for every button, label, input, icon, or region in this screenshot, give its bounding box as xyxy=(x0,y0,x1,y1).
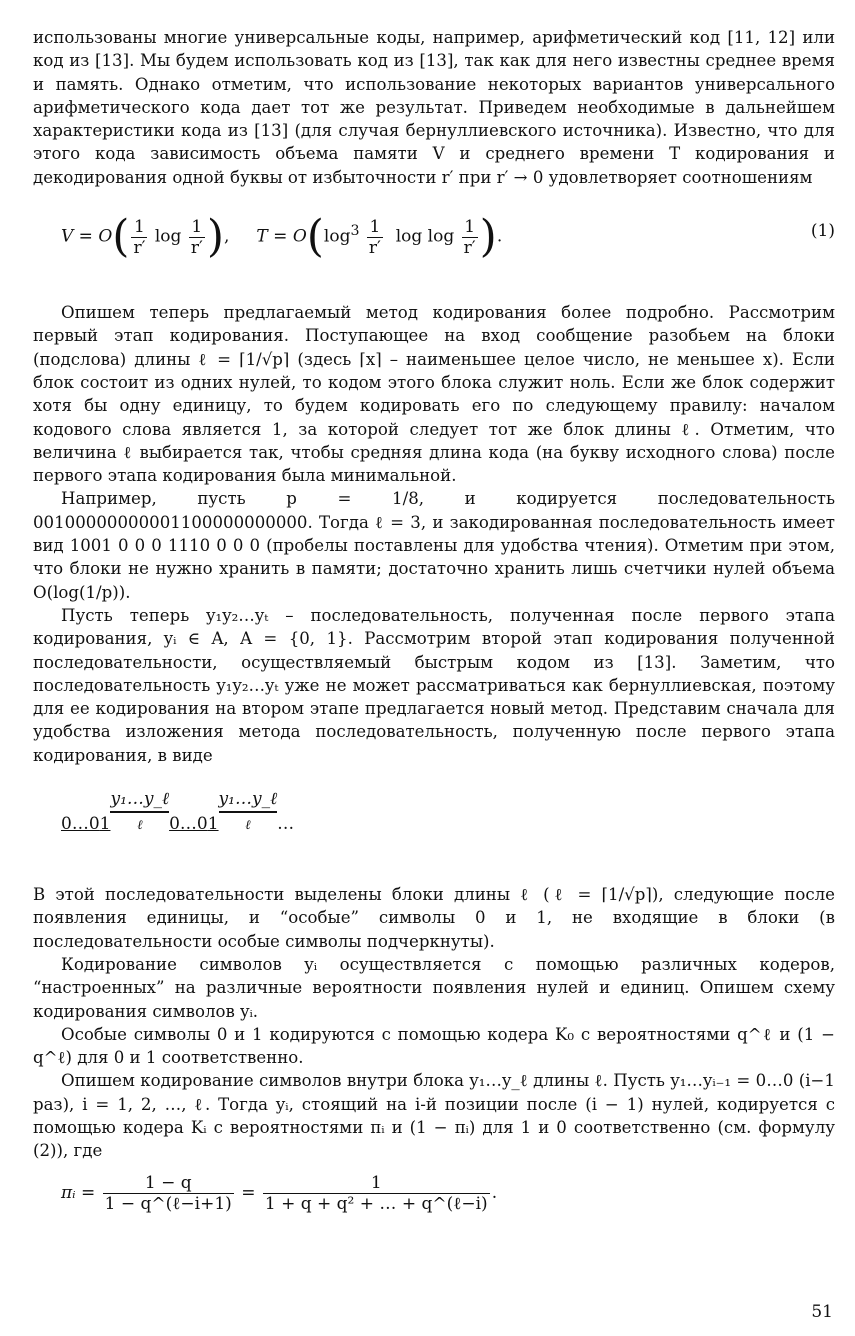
formula-1-expression: V = O( $\frac{1}{r'}$ log $\frac{1}{r'}$ ), $T = O(\log^3$ $\frac{1}{r'}$ log log $\frac{1}{r'}$ ). xyxy=(61,211,503,263)
paragraph-6: Кодирование символов yᵢ осуществляется с помощью различных кодеров, “настроенных” на различные вероятности появления нулей и единиц. Опишем схему кодирования символов yᵢ. xyxy=(33,954,835,1021)
formula-2-sequence: 0…01y₁…y_ℓ ℓ 0…01y₁…y_ℓ ℓ … xyxy=(61,789,295,835)
formula-1-v-lhs: V = O xyxy=(61,226,113,247)
page-number: 51 xyxy=(811,1302,833,1322)
paragraph-1: использованы многие универсальные коды, например, арифметический код [11, 12] или код из [13]. Мы будем использовать код из [13], так как для него известны среднее время и память. Однако отметим, что использование некоторых вариантов универсального арифметического кода дает тот же результат. Приведем необходимые в дальнейшем характеристики кода из [13] (для случая бернуллиевского источника). Известно, что для этого кода зависимость объема памяти V и среднего времени T кодирования и декодирования одной буквы от избыточности r′ при r′ → 0 удовлетворяет соотношениям xyxy=(33,28,835,187)
formula-3-expression: πᵢ = $\frac{1 - q}{\text{1 − q\textasciicircum{}(ℓ−i+1)}}$ = $\frac{1}{\text{1 + q + q² + … + q\textasciicircum{}(ℓ−i)}}$ . xyxy=(61,1172,498,1214)
document-page xyxy=(33,26,835,1237)
formula-2 xyxy=(33,767,835,883)
paragraph-8: Опишем кодирование символов внутри блока y₁…y_ℓ длины ℓ. Пусть y₁…yᵢ₋₁ = 0…0 (i−1 раз), i = 1, 2, …, ℓ. Тогда yᵢ, стоящий на i-й позиции после (i − 1) нулей, кодируется с помощью кодера Kᵢ с вероятностями πᵢ и (1 − πᵢ) для 1 и 0 соответственно (см. формулу (2)), где xyxy=(33,1071,835,1161)
formula-1-number: (1) xyxy=(810,221,835,242)
formula-1-t-lhs: T = O xyxy=(256,226,307,247)
paragraph-2: Опишем теперь предлагаемый метод кодирования более подробно. Рассмотрим первый этап кодирования. Поступающее на вход сообщение разобьем на блоки (подслова) длины ℓ = ⌈1/√p⌉ (здесь ⌈x⌉ – наименьшее целое число, не меньшее x). Если блок состоит из одних нулей, то кодом этого блока служит ноль. Если же блок содержит хотя бы одну единицу, то будем кодировать его по следующему правилу: началом кодового слова является 1, за которой следует тот же блок длины ℓ. Отметим, что величина ℓ выбирается так, чтобы средняя длина кода (на букву исходного слова) после первого этапа кодирования была минимальной. xyxy=(33,303,835,486)
paragraph-7: Особые символы 0 и 1 кодируются с помощью кодера K₀ с вероятностями q^ℓ и (1 − q^ℓ) для 0 и 1 соответственно. xyxy=(33,1024,835,1068)
paragraph-4: Пусть теперь y₁y₂…yₜ – последовательность, полученная после первого этапа кодирования, yᵢ ∈ A, A = {0, 1}. Рассмотрим второй этап кодирования полученной последовательности, осуществляемый быстрым кодом из [13]. Заметим, что последовательность y₁y₂…yₜ уже не может рассматриваться как бернуллиевская, поэтому для ее кодирования на втором этапе предлагается новый метод. Представим сначала для удобства изложения метода последовательность, полученную после первого этапа кодирования, в виде xyxy=(33,605,835,765)
paragraph-3: Например, пусть p = 1/8, и кодируется последовательность 00100000000001100000000000. Тогда ℓ = 3, и закодированная последовательность имеет вид 1001 0 0 0 1110 0 0 0 (пробелы поставлены для удобства чтения). Отметим при этом, что блоки не нужно хранить в памяти; достаточно хранить лишь счетчики нулей объема O(log(1/p)). xyxy=(33,489,835,602)
paragraph-5: В этой последовательности выделены блоки длины ℓ (ℓ = ⌈1/√p⌉), следующие после появления единицы, и “особые” символы 0 и 1, не входящие в блоки (в последовательности особые символы подчеркнуты). xyxy=(33,885,835,951)
formula-1 xyxy=(33,189,835,301)
formula-3 xyxy=(33,1163,835,1237)
